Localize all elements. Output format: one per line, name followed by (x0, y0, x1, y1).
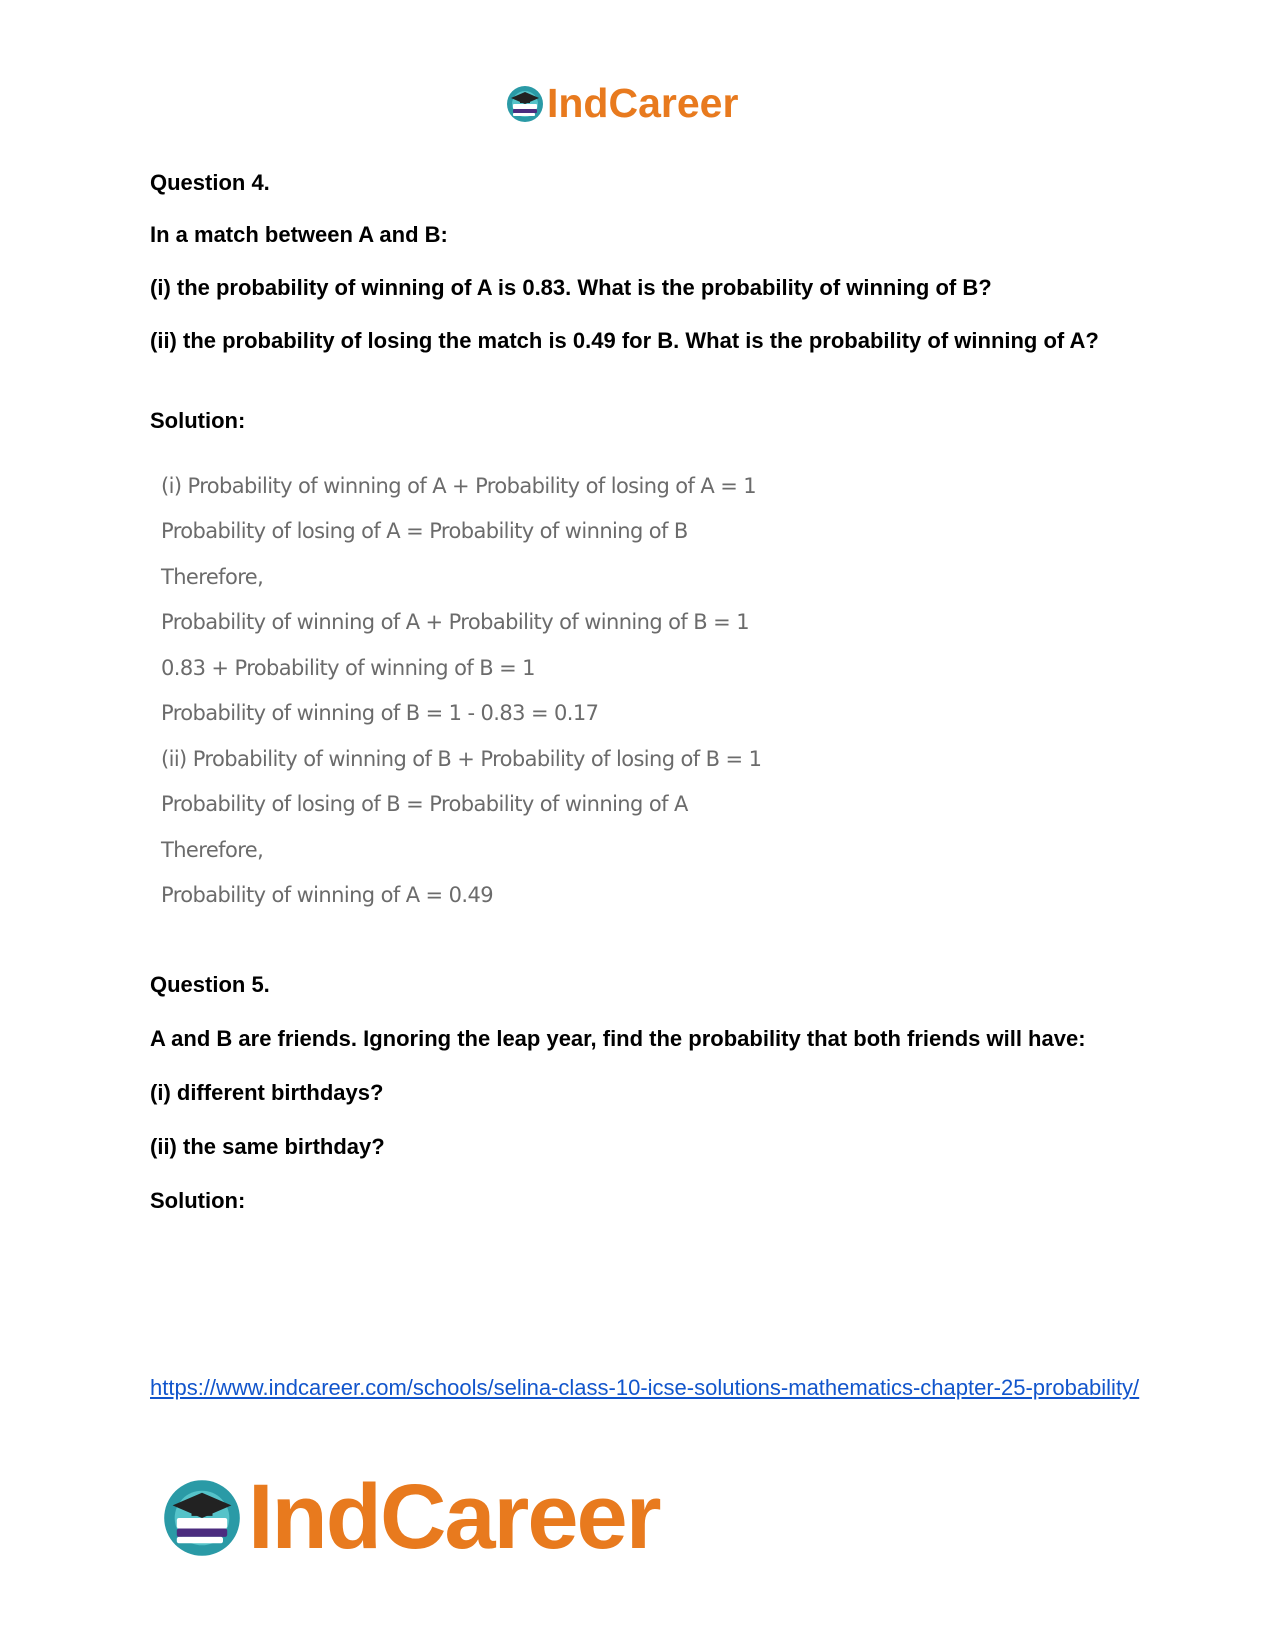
footer-logo (160, 1465, 660, 1570)
solution-line: Therefore, (161, 565, 264, 589)
question-5-title: Question 5. (150, 972, 270, 997)
question-4-part-1: (i) the probability of winning of A is 0.83. What is the probability of winning of B? (150, 275, 992, 300)
solution-line: Probability of winning of A + Probability of winning of B = 1 (161, 610, 750, 634)
graduation-book-icon (505, 84, 545, 124)
solution-line: (i) Probability of winning of A + Probability of losing of A = 1 (161, 474, 757, 498)
source-link[interactable]: https://www.indcareer.com/schools/selina-class-10-icse-solutions-mathematics-chapter-25-probability/ (150, 1375, 1140, 1400)
solution-line: Probability of winning of A = 0.49 (161, 883, 493, 907)
footer-logo-text: IndCareer (248, 1466, 660, 1568)
solution-line: 0.83 + Probability of winning of B = 1 (161, 656, 535, 680)
question-5-part-2: (ii) the same birthday? (150, 1134, 385, 1159)
question-4-part-2: (ii) the probability of losing the match is 0.49 for B. What is the probability of winning of A? (150, 328, 1099, 353)
solution-line: Therefore, (161, 838, 264, 862)
header-logo (505, 80, 738, 127)
solution-line: Probability of losing of A = Probability of winning of B (161, 519, 688, 543)
question-4-solution-label: Solution: (150, 408, 246, 433)
solution-line: Probability of losing of B = Probability of winning of A (161, 792, 688, 816)
question-4-intro: In a match between A and B: (150, 222, 448, 247)
question-4-title: Question 4. (150, 170, 270, 195)
question-5-part-1: (i) different birthdays? (150, 1080, 384, 1105)
solution-line: (ii) Probability of winning of B + Probability of losing of B = 1 (161, 747, 762, 771)
header-logo-text: IndCareer (547, 80, 739, 126)
graduation-book-icon (160, 1476, 244, 1560)
question-5-intro: A and B are friends. Ignoring the leap year, find the probability that both friends will have: (150, 1026, 1086, 1051)
solution-line: Probability of winning of B = 1 - 0.83 = 0.17 (161, 701, 599, 725)
question-5-solution-label: Solution: (150, 1188, 246, 1213)
